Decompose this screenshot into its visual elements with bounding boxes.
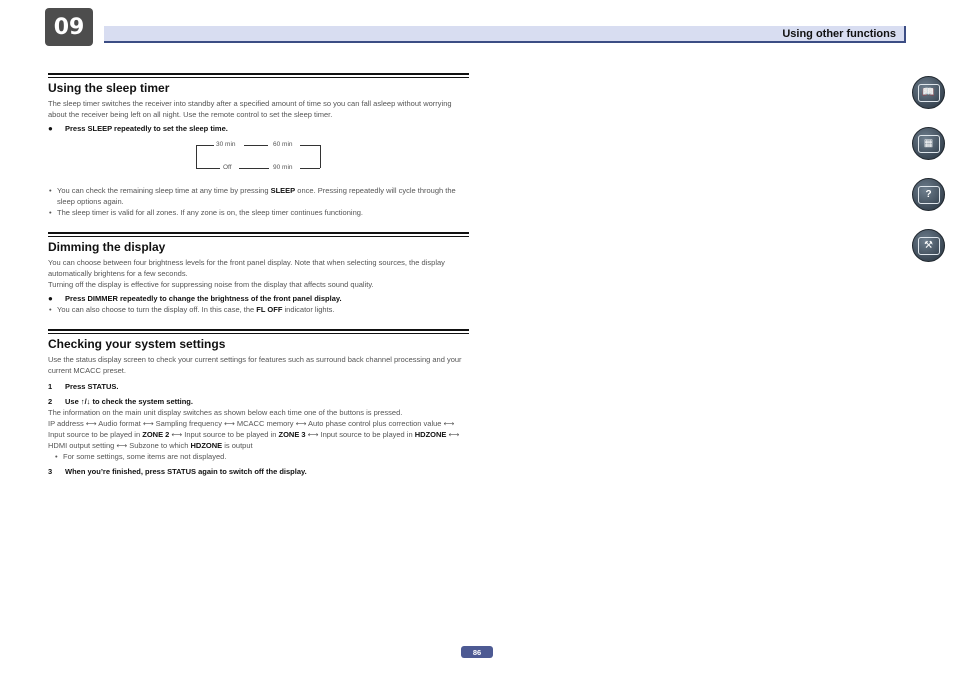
section-heading: Dimming the display (48, 240, 166, 254)
diagram-60min: 60 min (273, 141, 293, 148)
diagram-off: Off (223, 164, 232, 171)
status-step-2: 2 Use ↑/↓ to check the system setting. (48, 397, 193, 406)
diagram-90min: 90 min (273, 164, 293, 171)
sleep-note: • The sleep timer is valid for all zones. If any zone is on, the sleep timer continues functioning. (48, 207, 469, 218)
dimmer-paragraph: You can choose between four brightness levels for the front panel display. Note that when selecting sources, the display automatically brightens for a few seconds. (48, 258, 445, 278)
main-content (48, 73, 469, 487)
status-step-3: 3 When you’re finished, press STATUS again to switch off the display. (48, 467, 307, 476)
section-heading: Using the sleep timer (48, 81, 170, 95)
settings-icon[interactable]: ⚒ (912, 229, 945, 262)
diagram-30min: 30 min (216, 141, 236, 148)
dimmer-paragraph: Turning off the display is effective for suppressing noise from the display that affects sound quality. (48, 280, 374, 289)
section-rule (48, 73, 469, 78)
sleep-cycle-diagram (196, 141, 326, 175)
chapter-number: 09 (45, 8, 93, 46)
section-rule (48, 232, 469, 237)
dimmer-note: • You can also choose to turn the display off. In this case, the FL OFF indicator lights. (48, 304, 469, 315)
dimmer-step: ● Press DIMMER repeatedly to change the brightness of the front panel display. (48, 294, 342, 303)
status-cycle: IP address ⟷ Audio format ⟷ Sampling frequency ⟷ MCACC memory ⟷ Auto phase control plus correction value ⟷ Input source to be played in ZONE 2 ⟷ Input source to be played in ZONE 3 ⟷ Input source to be played in HDZONE ⟷ HDMI output setting ⟷ Subzone to which HDZONE is output (48, 419, 460, 450)
bullet-icon: ● (48, 124, 53, 133)
status-info: The information on the main unit display switches as shown below each time one of the buttons is pressed. (48, 408, 403, 417)
remote-icon[interactable]: ▦ (912, 127, 945, 160)
section-heading: Checking your system settings (48, 337, 226, 351)
section-sleep-timer (48, 73, 469, 218)
status-note: • For some settings, some items are not displayed. (54, 451, 469, 462)
header-bar (104, 26, 906, 43)
page-number: 86 (461, 646, 493, 658)
bullet-icon: ● (48, 294, 53, 303)
section-rule (48, 329, 469, 334)
sleep-note: • You can check the remaining sleep time at any time by pressing SLEEP once. Pressing repeatedly will cycle through the sleep options again. (48, 185, 469, 207)
book-icon[interactable]: 📖 (912, 76, 945, 109)
section-dimming (48, 232, 469, 315)
side-navigation (912, 76, 948, 280)
status-step-1: 1 Press STATUS. (48, 382, 119, 391)
section-status (48, 329, 469, 477)
status-intro: Use the status display screen to check your current settings for features such as surround back channel processing and your current MCACC preset. (48, 355, 462, 375)
sleep-intro: The sleep timer switches the receiver into standby after a specified amount of time so you can fall asleep without worrying about the receiver being left on all night. Use the remote control to set the sleep timer. (48, 99, 452, 119)
sleep-step: ● Press SLEEP repeatedly to set the sleep time. (48, 124, 228, 133)
help-icon[interactable]: ? (912, 178, 945, 211)
header-title: Using other functions (782, 28, 896, 40)
